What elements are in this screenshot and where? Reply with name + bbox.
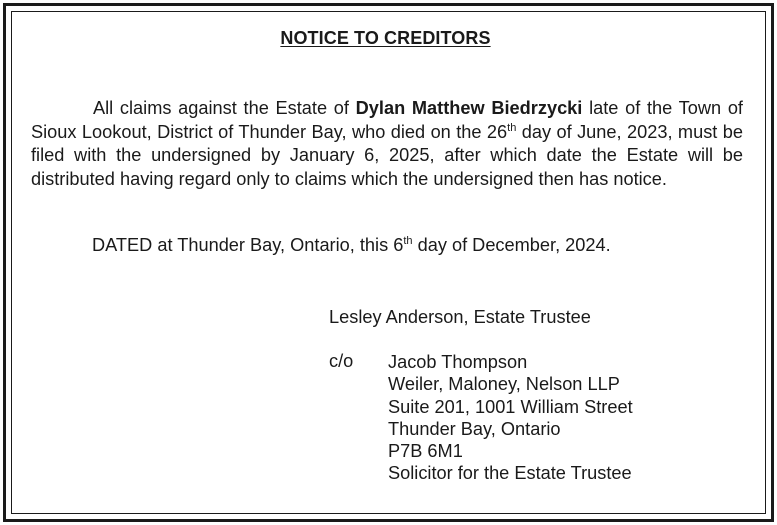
claims-deadline-text: day of June, 2023, must be filed with the undersigned by January 6, 2025, after which date the Estate will be distributed having regard only to claims which the undersigned then has notice. [31,121,743,189]
address-line: Jacob Thompson [388,352,528,372]
address-line: P7B 6M1 [388,441,463,462]
address-line: Suite 201, 1001 William Street [388,396,633,417]
deceased-name: Dylan Matthew Biedrzycki [355,98,583,118]
address-line: Weiler, Maloney, Nelson LLP [388,374,620,395]
dated-line [92,235,611,256]
claims-residence-text: late of the Town of Sioux Lookout, District of Thunder Bay, who died on the 26 [31,98,743,142]
dated-intro-text: DATED at Thunder Bay, Ontario, this 6 [92,235,404,255]
death-day-suffix: th [507,121,517,134]
dated-day-suffix: th [403,235,413,247]
address-line: Solicitor for the Estate Trustee [388,463,632,484]
claims-intro-text: All claims against the Estate of [93,98,356,118]
solicitor-address-block [388,351,633,485]
dated-month-year-text: day of December, 2024. [412,235,611,255]
notice-title: NOTICE TO CREDITORS [280,28,491,48]
care-of-label: c/o [329,351,354,371]
estate-trustee-signature: Lesley Anderson, Estate Trustee [329,307,591,327]
address-line: Thunder Bay, Ontario [388,418,561,439]
claims-paragraph [31,97,743,191]
